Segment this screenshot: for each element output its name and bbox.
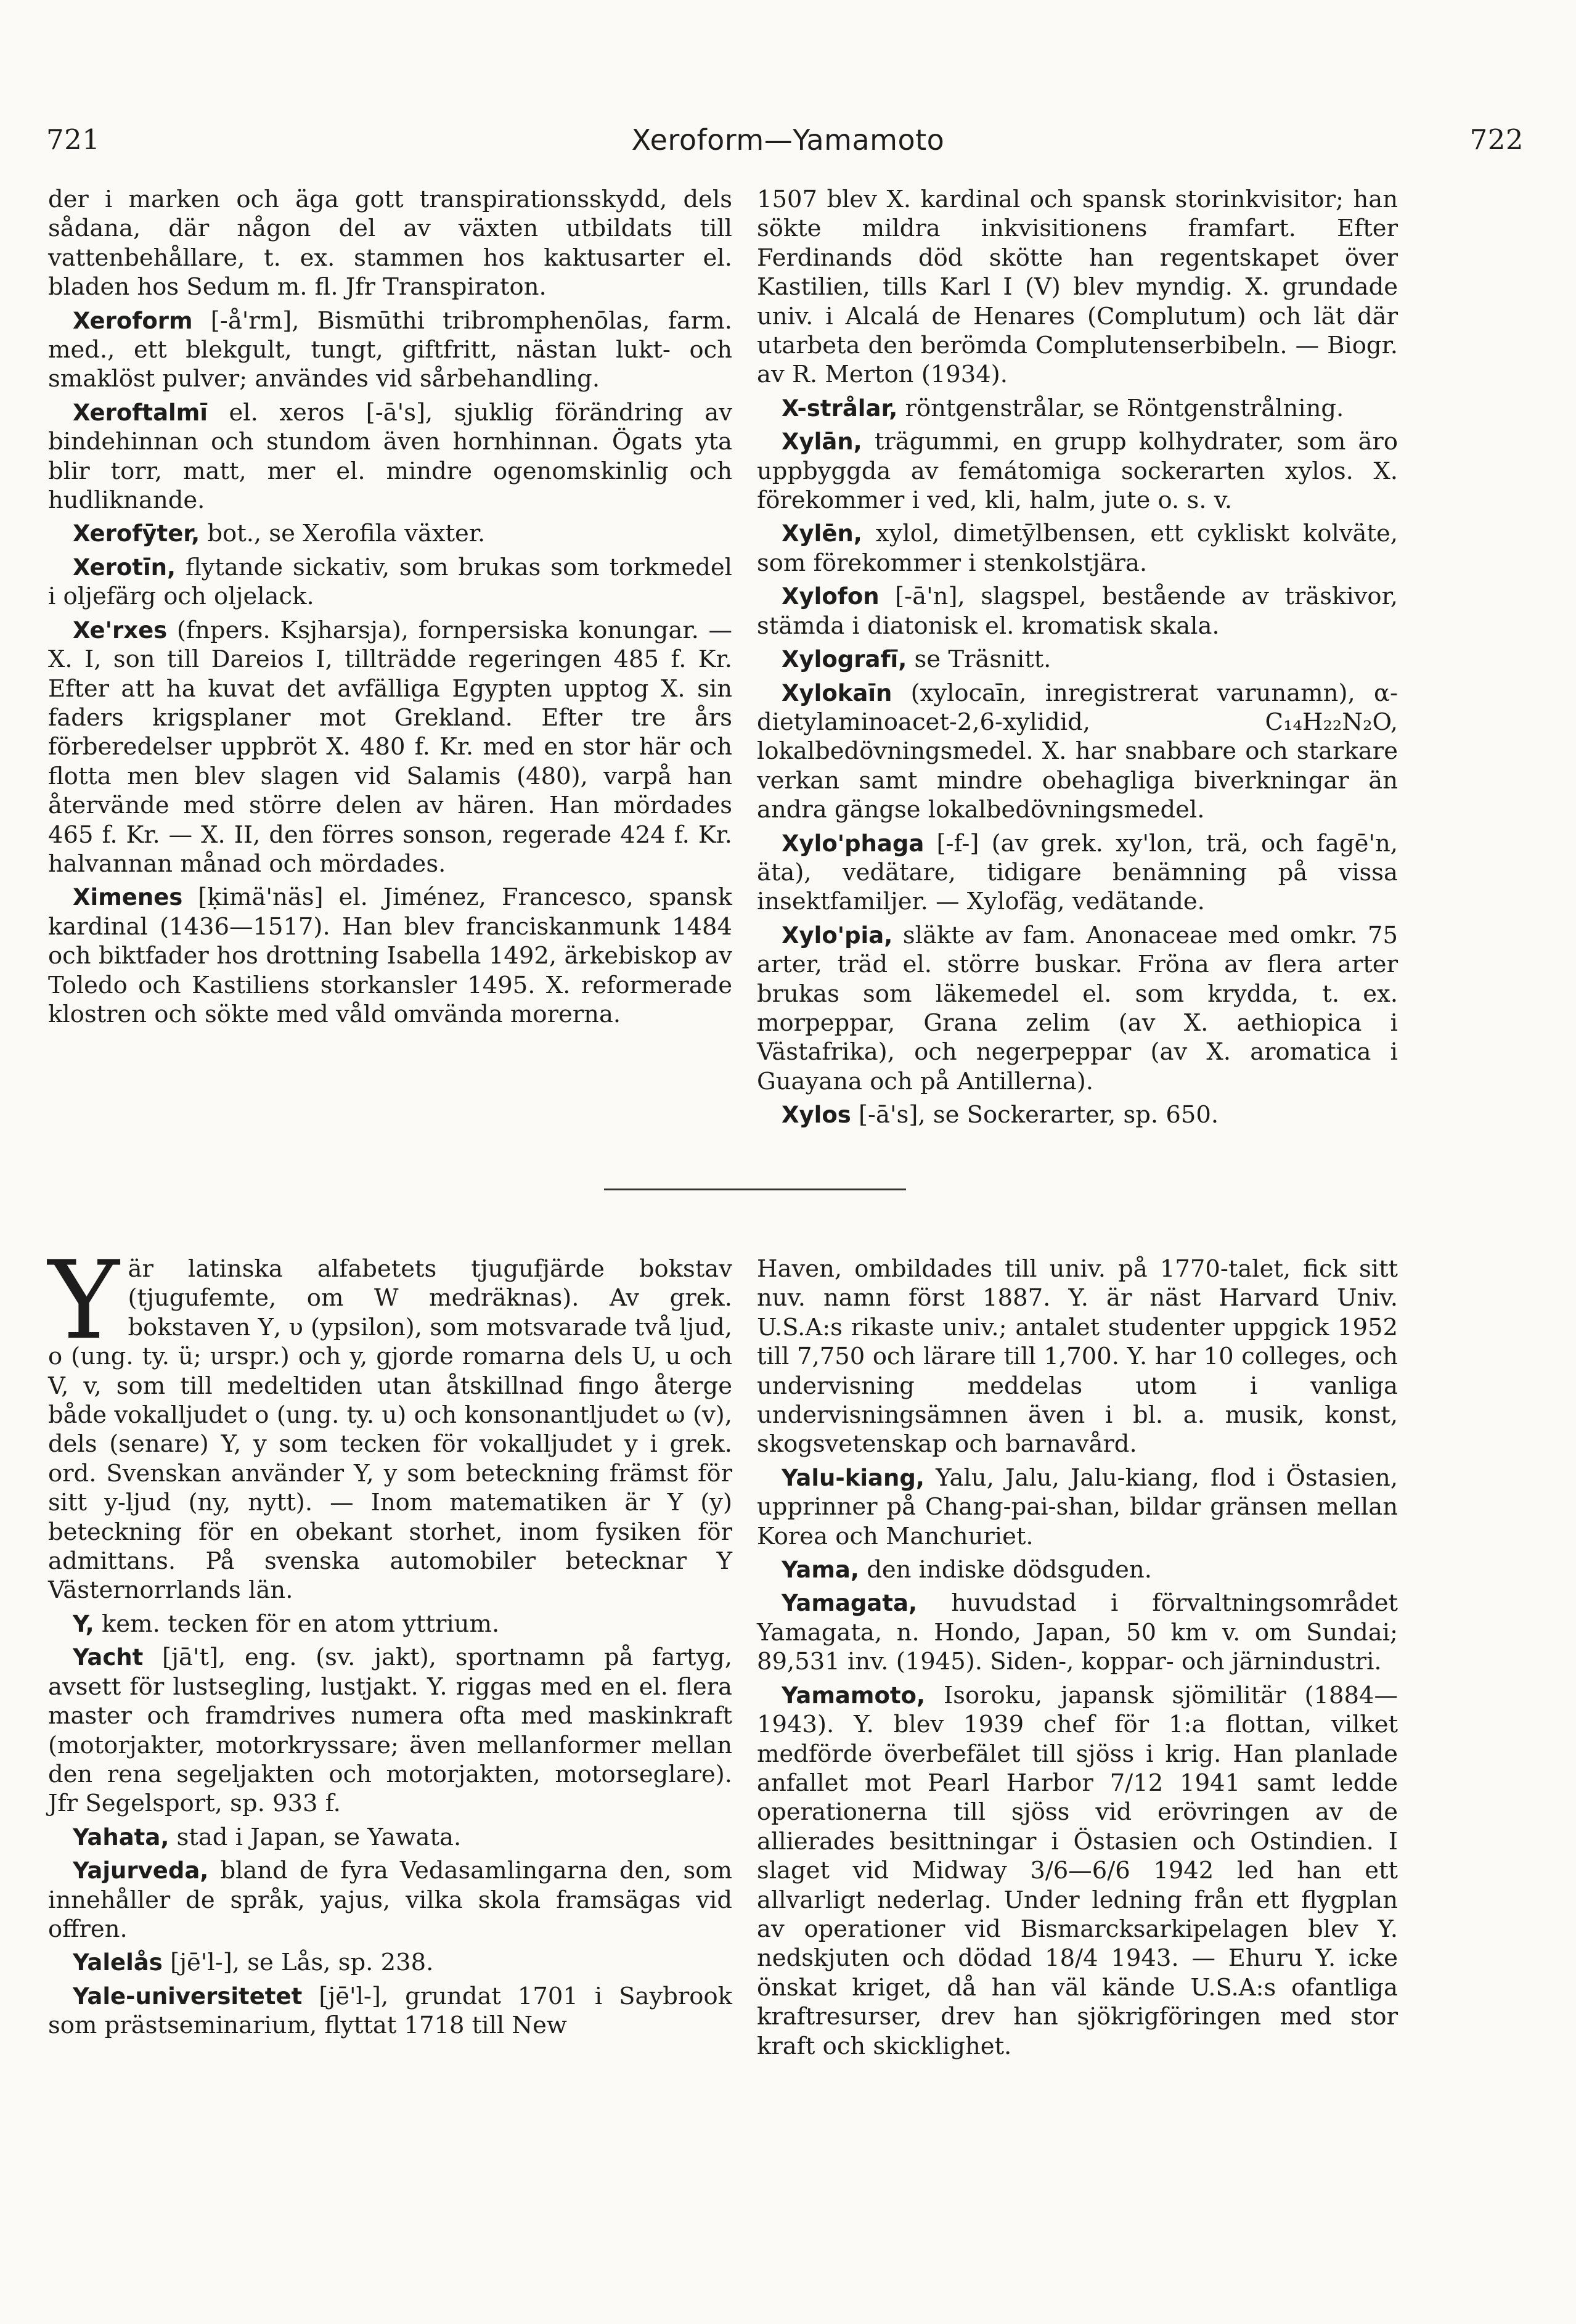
entry-continuation xyxy=(757,1254,1398,1459)
entry-text: huvudstad i förvaltningsområdet Yamagata, n. Hondo, Japan, 50 km v. om Sundai; 89,531 inv. (1945). Siden-, koppar- och järnindustri. xyxy=(757,1589,1398,1676)
dictionary-entry xyxy=(48,616,732,879)
dictionary-entry xyxy=(757,519,1398,578)
dictionary-entry xyxy=(757,394,1398,423)
entry-headword: Xeroform xyxy=(73,307,193,334)
dictionary-entry xyxy=(757,1681,1398,2061)
dictionary-entry xyxy=(757,679,1398,825)
entry-headword: Xylēn, xyxy=(782,520,862,547)
dictionary-entry xyxy=(757,921,1398,1096)
entry-text: Yalu, Jalu, Jalu-kiang, flod i Östasien, upprinner på Chang-pai-shan, bildar gränsen mellan Korea och Manchuriet. xyxy=(757,1463,1398,1550)
dictionary-entry xyxy=(757,645,1398,674)
letter-intro xyxy=(48,1238,732,1605)
entry-text: 1507 blev X. kardinal och spansk storinkvisitor; han sökte mildra inkvisitionens framfart. Efter Ferdinands död skötte han regentskapet över Kastilien, tills Karl I (V) blev myndig. X. grundade univ. i Alcalá de Henares (Complutum) och lät där utarbeta den berömda Complutenserbibeln. — Biogr. av R. Merton (1934). xyxy=(757,186,1398,389)
entry-text: är latinska alfabetets tjugufjärde bokstav (tjugufemte, om W medräknas). Av grek. bokstaven Υ, υ (ypsilon), som motsvarade två ljud, o (ung. ty. ü; urspr.) och y, gjorde romarna dels U, u och V, v, som till medeltiden utan åtskillnad fingo återge både vokalljudet o (ung. ty. u) och konsonantljudet ω (v), dels (senare) Y, y som tecken för vokalljudet y i grek. ord. Svenskan använder Y, y som beteckning främst för sitt y-ljud (ny, nytt). — Inom matematiken är Y (y) beteckning för en obekant storhet, inom fysiken för admittans. På svenska automobiler betecknar Y Västernorrlands län. xyxy=(48,1255,732,1605)
section-divider xyxy=(604,1189,906,1190)
entry-headword: Xylofon xyxy=(782,583,880,610)
entry-continuation xyxy=(48,185,732,302)
entry-headword: Xylokaīn xyxy=(782,679,892,706)
entry-headword: Xylos xyxy=(782,1102,851,1129)
page-number-right: 722 xyxy=(1469,123,1524,156)
entry-text: trägummi, en grupp kolhydrater, som äro uppbyggda av femátomiga sockerarten xylos. X. förekommer i ved, kli, halm, jute o. s. v. xyxy=(757,428,1398,515)
entry-text: [-ā's], se Sockerarter, sp. 650. xyxy=(851,1101,1219,1129)
entry-text: bland de fyra Vedasamlingarna den, som innehåller de språk, yajus, vilka skola framsägas vid offren. xyxy=(48,1857,732,1943)
entry-text: [-å'rm], Bismūthi tribromphenōlas, farm. med., ett blekgult, tungt, giftfritt, nästan lukt- och smaklöst pulver; användes vid sårbehandling. xyxy=(48,306,732,393)
entry-text: röntgenstrålar, se Röntgenstrålning. xyxy=(897,394,1344,422)
entry-headword: Xerofȳter, xyxy=(73,520,200,547)
entry-text: [-f-] (av grek. xy'lon, trä, och fagē'n, äta), vedätare, tidigare benämning på vissa insektfamiljer. — Xylofäg, vedätande. xyxy=(757,829,1398,916)
entry-headword: Yacht xyxy=(73,1644,144,1671)
dictionary-entry xyxy=(757,1589,1398,1676)
entry-text: xylol, dimetȳlbensen, ett cykliskt kolväte, som förekommer i stenkolstjära. xyxy=(757,520,1398,577)
dictionary-entry xyxy=(48,306,732,394)
dictionary-entry xyxy=(48,1643,732,1818)
entry-headword: Xylo'pia, xyxy=(782,922,893,949)
entry-text: [jē'l-], se Lås, sp. 238. xyxy=(162,1949,434,1977)
column-2 xyxy=(757,185,1398,1130)
dictionary-entry xyxy=(48,519,732,548)
entry-headword: Xylo'phaga xyxy=(782,830,925,857)
entry-headword: Yalu-kiang, xyxy=(782,1464,925,1491)
dictionary-entry xyxy=(757,427,1398,515)
entry-text: se Träsnitt. xyxy=(907,645,1051,674)
entry-headword: Ximenes xyxy=(73,884,183,911)
entry-headword: Xe'rxes xyxy=(73,616,168,644)
dictionary-entry xyxy=(757,829,1398,917)
entry-text: el. xeros [-ā's], sjuklig förändring av bindehinnan och stundom även hornhinnan. Ögats yta blir torr, matt, mer el. mindre ogenomskinlig och hudliknande. xyxy=(48,398,732,515)
dictionary-entry xyxy=(48,1610,732,1639)
entry-text: [-ā'n], slagspel, bestående av träskivor, stämda i diatonisk el. kromatisk skala. xyxy=(757,583,1398,640)
dictionary-entry xyxy=(48,883,732,1029)
entry-headword: Yama, xyxy=(782,1557,859,1584)
dictionary-entry xyxy=(48,1948,732,1977)
entry-headword: Xerotīn, xyxy=(73,554,176,581)
entry-text: stad i Japan, se Yawata. xyxy=(169,1823,462,1851)
entry-text: flytande sickativ, som brukas som torkmedel i oljefärg och oljelack. xyxy=(48,553,732,611)
dictionary-entry xyxy=(48,553,732,612)
dictionary-entry xyxy=(48,1823,732,1852)
dictionary-entry xyxy=(48,1856,732,1944)
entry-headword: Yajurveda, xyxy=(73,1857,209,1884)
column-4 xyxy=(757,1254,1398,2061)
entry-text: Isoroku, japansk sjömilitär (1884—1943). Y. blev 1939 chef för 1:a flottan, vilket medförde överbefälet till sjöss i krig. Han planlade anfallet mot Pearl Harbor 7/12 1941 samt ledde operationerna till sjöss vid erövringen av de allierades besittningar i Östasien och Ostindien. I slaget vid Midway 3/6—6/6 1942 led han ett allvarligt nederlag. Under ledning från ett flygplan av operationer vid Bismarcksarkipelagen blev Y. nedskjuten och dödad 18/4 1943. — Ehuru Y. icke önskat kriget, då han väl kände U.S.A:s ofantliga kraftresurser, drev han sjökrigföringen med stor kraft och skicklighet. xyxy=(757,1681,1398,2060)
dictionary-entry xyxy=(48,398,732,515)
entry-text: [jē'l-], grundat 1701 i Saybrook som prästseminarium, flyttat 1718 till New xyxy=(48,1982,732,2040)
dictionary-entry xyxy=(757,1463,1398,1551)
dictionary-entry xyxy=(757,582,1398,640)
page-title: Xeroform—Yamamoto xyxy=(631,123,945,157)
entry-text: [ḳimä'näs] el. Jiménez, Francesco, spansk kardinal (1436—1517). Han blev franciskanmunk 1484 och biktfader hos drottning Isabella 1492, ärkebiskop av Toledo och Kastiliens storkansler 1495. X. reformerade klostren och sökte med våld omvända morerna. xyxy=(48,883,732,1028)
column-1 xyxy=(48,185,732,1029)
entry-text: den indiske dödsguden. xyxy=(859,1556,1152,1584)
entry-headword: Xylografī, xyxy=(782,646,907,673)
entry-headword: Yale-universitetet xyxy=(73,1982,303,2010)
entry-text: bot., se Xerofila växter. xyxy=(200,520,486,548)
entry-text: kem. tecken för en atom yttrium. xyxy=(94,1610,500,1638)
entry-headword: Yahata, xyxy=(73,1823,169,1851)
entry-text: (fnpers. Ksjharsja), fornpersiska konungar. — X. I, son till Dareios I, tillträdde regeringen 485 f. Kr. Efter att ha kuvat det avfälliga Egypten upptog X. sin faders krigsplaner mot Grekland. Efter tre års förberedelser uppbröt X. 480 f. Kr. med en stor här och flotta men blev slagen vid Salamis (480), varpå han återvände med större delen av hären. Han mördades 465 f. Kr. — X. II, den förres sonson, regerade 424 f. Kr. halvannan månad och mördades. xyxy=(48,616,732,878)
entry-text: Haven, ombildades till univ. på 1770-talet, fick sitt nuv. namn först 1887. Y. är näst Harvard Univ. U.S.A:s rikaste univ.; antalet studenter uppgick 1952 till 7,750 och lärare till 1,700. Y. har 10 colleges, och undervisning meddelas utom i vanliga undervisningsämnen även i bl. a. musik, konst, skogsvetenskap och barnavård. xyxy=(757,1255,1398,1459)
entry-text: [jā't], eng. (sv. jakt), sportnamn på fartyg, avsett för lustsegling, lustjakt. Y. riggas med en el. flera master och framdrives numera ofta med maskinkraft (motorjakter, motorkryssare; även mellanformer mellan den rena segeljakten och motorjakten, motorseglare). Jfr Segelsport, sp. 933 f. xyxy=(48,1643,732,1818)
page-number-left: 721 xyxy=(46,123,100,156)
column-3 xyxy=(48,1238,732,2040)
dictionary-entry xyxy=(48,1982,732,2040)
entry-headword: Xeroftalmī xyxy=(73,399,208,426)
entry-headword: X-strålar, xyxy=(782,395,898,422)
entry-text: släkte av fam. Anonaceae med omkr. 75 arter, träd el. större buskar. Fröna av flera arter brukas som läkemedel el. som krydda, t. ex. morpeppar, Grana zelim (av X. aethiopica i Västafrika), och negerpeppar (av X. aromatica i Guayana och på Antillerna). xyxy=(757,921,1398,1095)
entry-headword: Xylān, xyxy=(782,428,862,456)
entry-continuation xyxy=(757,185,1398,390)
entry-headword: Y, xyxy=(73,1610,94,1637)
drop-cap: Y xyxy=(48,1238,120,1364)
entry-text: der i marken och äga gott transpirationsskydd, dels sådana, där någon del av växten utbildats till vattenbehållare, t. ex. stammen hos kaktusarter el. bladen hos Sedum m. fl. Jfr Transpiraton. xyxy=(48,186,732,301)
dictionary-entry xyxy=(757,1100,1398,1129)
entry-headword: Yalelås xyxy=(73,1949,163,1976)
entry-headword: Yamamoto, xyxy=(782,1682,926,1709)
dictionary-entry xyxy=(757,1555,1398,1584)
entry-headword: Yamagata, xyxy=(782,1590,918,1617)
entry-text: (xylocaīn, inregistrerat varunamn), α-dietylaminoacet-2,6-xylidid, C₁₄H₂₂N₂O, lokalbedövningsmedel. X. har snabbare och starkare verkan samt mindre obehagliga biverkningar än andra gängse lokalbedövningsmedel. xyxy=(757,679,1398,824)
